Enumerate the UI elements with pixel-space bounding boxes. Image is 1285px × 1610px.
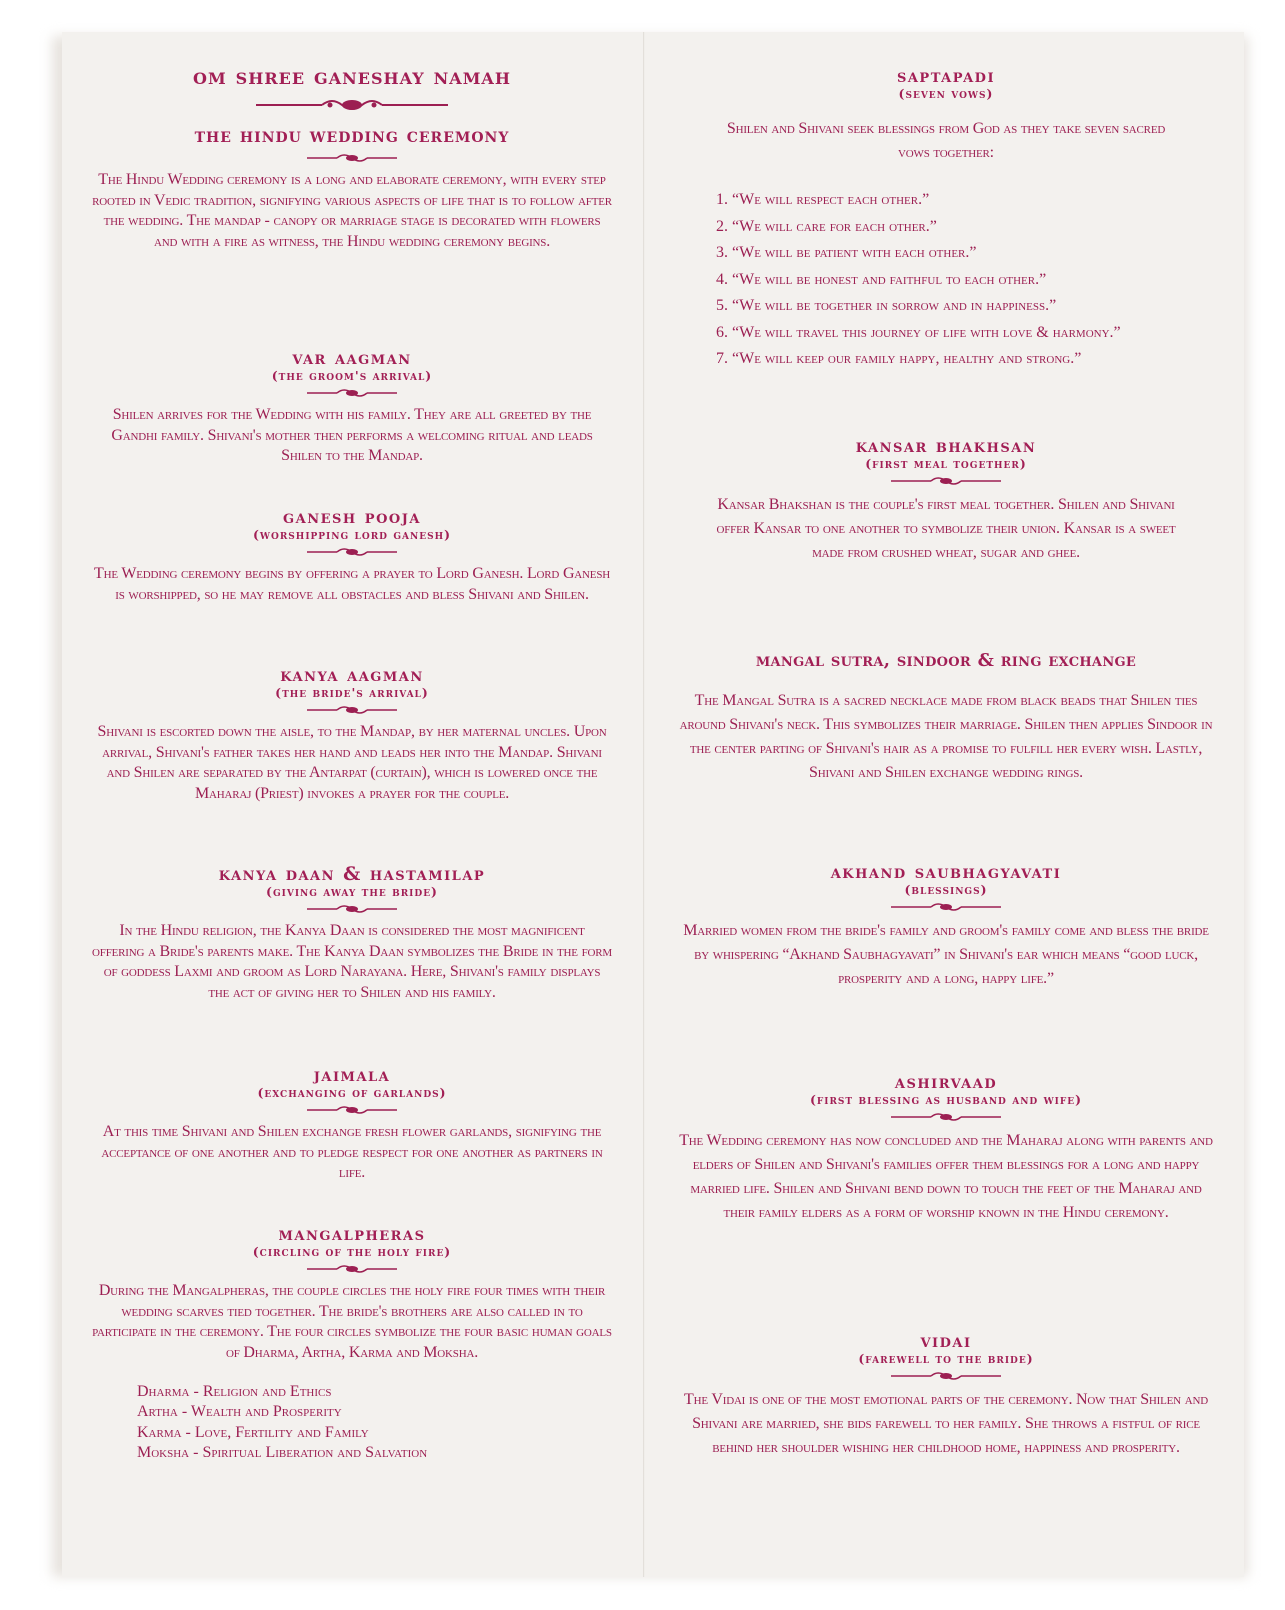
section-text: The Vidai is one of the most emotional parts of the ceremony. Now that Shilen and Shivani are married, she bids farewell to her family. She throws a fistful of rice behind her shoulder wishing her childhood home, happiness and prosperity.	[684, 1391, 1208, 1456]
section-var-aagman	[92, 348, 612, 467]
ceremony-title: the hindu wedding ceremony	[194, 123, 510, 147]
section-title: var aagman	[292, 347, 412, 369]
section-mangal-sutra	[676, 650, 1216, 785]
list-item: 4. “We will be honest and faithful to each other.”	[716, 270, 1047, 288]
section-saptapadi	[676, 66, 1216, 373]
section-title: akhand saubhagyavati	[830, 861, 1062, 883]
section-subtitle: (the groom's arrival)	[271, 368, 433, 383]
section-text: The Wedding ceremony begins by offering a prayer to Lord Ganesh. Lord Ganesh is worshipped, so he may remove all obstacles and bless Shivani and Shilen.	[94, 565, 610, 603]
flourish-icon	[891, 1111, 1001, 1123]
section-text: The Wedding ceremony has now concluded and the Maharaj along with parents and elders of Shilen and Shivani's families offer them blessings for a long and happy married life. Shilen and Shivani bend down to touch the feet of the Maharaj and their family elders as a form of worship known in the Hindu ceremony.	[679, 1132, 1213, 1221]
section-text: Shilen and Shivani seek blessings from God as they take seven sacred vows together:	[726, 120, 1166, 161]
flourish-icon	[307, 1104, 397, 1116]
vows-list	[716, 187, 1216, 373]
section-title: ganesh pooja	[283, 506, 421, 528]
section-title: vidai	[920, 1330, 972, 1352]
section-ashirvaad	[676, 1072, 1216, 1225]
list-item: 7. “We will keep our family happy, healthy and strong.”	[716, 350, 1082, 367]
section-title: kanya aagman	[280, 664, 424, 686]
section-subtitle: (worshipping lord ganesh)	[252, 527, 452, 542]
flourish-icon	[307, 387, 397, 399]
flourish-icon	[891, 475, 1001, 487]
section-text: During the Mangalpheras, the couple circles the holy fire four times with their wedding scarves tied together. The bride's brothers are also called in to participate in the ceremony. The four circles symbolize the four basic human goals of Dharma, Artha, Karma and Moksha.	[92, 1282, 612, 1362]
section-mangalpheras	[92, 1224, 612, 1464]
intro-text: The Hindu Wedding ceremony is a long and elaborate ceremony, with every step rooted in Vedic tradition, signifying various aspects of life that is to follow after the wedding. The mandap - canopy or marriage stage is decorated with flowers and with a fire as witness, the Hindu wedding ceremony begins.	[92, 171, 612, 251]
list-item: Karma - Love, Fertility and Family	[137, 1423, 369, 1441]
header-section	[92, 64, 612, 253]
section-subtitle: (exchanging of garlands)	[257, 1085, 447, 1100]
section-subtitle: (the bride's arrival)	[275, 685, 429, 700]
flourish-icon	[307, 704, 397, 716]
section-subtitle: (giving away the bride)	[266, 884, 438, 899]
list-item: 2. “We will care for each other.”	[716, 217, 937, 235]
section-text: In the Hindu religion, the Kanya Daan is considered the most magnificent offering a Bride's parents make. The Kanya Daan symbolizes the Bride in the form of goddess Laxmi and groom as Lord Narayana. Here, Shivani's family displays the act of giving her to Shilen and his family.	[92, 922, 612, 1002]
fold-line	[643, 32, 645, 1577]
large-flourish-icon	[252, 94, 452, 116]
section-subtitle: (seven vows)	[898, 86, 994, 101]
flourish-icon	[307, 1263, 397, 1275]
section-subtitle: (circling of the holy fire)	[252, 1244, 452, 1259]
section-kanya-daan	[92, 864, 612, 1004]
section-title: kanya daan & hastamilap	[218, 863, 486, 885]
list-item: Moksha - Spiritual Liberation and Salvation	[137, 1444, 428, 1462]
list-item: 1. “We will respect each other.”	[716, 191, 930, 208]
list-item: Dharma - Religion and Ethics	[137, 1382, 332, 1400]
section-subtitle: (first meal together)	[865, 456, 1027, 471]
flourish-icon	[891, 1370, 1001, 1382]
section-title: mangalpheras	[278, 1223, 426, 1245]
section-subtitle: (blessings)	[904, 882, 988, 897]
section-akhand-saubhagyavati	[676, 862, 1216, 991]
section-text: At this time Shivani and Shilen exchange fresh flower garlands, signifying the acceptance of one another and to pledge respect for one another as partners in life.	[101, 1123, 603, 1182]
section-text: Shivani is escorted down the aisle, to the Mandap, by her maternal uncles. Upon arrival, Shivani's father takes her hand and leads her into the Mandap. Shivani and Shilen are separated by the Antarpat (curtain), which is lowered once the Maharaj (Priest) invokes a prayer for the couple.	[97, 723, 607, 803]
list-item: 3. “We will be patient with each other.”	[716, 244, 977, 261]
list-item: 5. “We will be together in sorrow and in happiness.”	[716, 297, 1057, 314]
flourish-icon	[891, 901, 1001, 913]
section-kanya-aagman	[92, 665, 612, 805]
flourish-icon	[307, 152, 397, 164]
section-title: kansar bhakhsan	[855, 435, 1037, 457]
page-title: om shree ganeshay namah	[193, 63, 511, 90]
section-vidai	[676, 1331, 1216, 1460]
list-item: Artha - Wealth and Prosperity	[137, 1403, 342, 1421]
section-title: jaimala	[313, 1064, 391, 1086]
section-subtitle: (first blessing as husband and wife)	[809, 1092, 1083, 1107]
section-text: Kansar Bhakshan is the couple's first meal together. Shilen and Shivani offer Kansar to one another to symbolize their union. Kansar is a sweet made from crushed wheat, sugar and ghee.	[716, 496, 1176, 561]
section-text: Married women from the bride's family and groom's family come and bless the bride by whispering “Akhand Saubhagyavati” in Shivani's ear which means “good luck, prosperity and a long, happy life.”	[683, 922, 1209, 987]
section-title: mangal sutra, sindoor & ring exchange	[755, 650, 1137, 671]
section-jaimala	[92, 1065, 612, 1184]
section-subtitle: (farewell to the bride)	[858, 1351, 1034, 1366]
section-text: The Mangal Sutra is a sacred necklace made from black beads that Shilen ties around Shivani's neck. This symbolizes their marriage. Shilen then applies Sindoor in the center parting of Shivani's hair as a promise to fulfill her every wish. Lastly, Shivani and Shilen exchange wedding rings.	[679, 692, 1213, 781]
section-title: ashirvaad	[894, 1071, 998, 1093]
section-ganesh-pooja	[92, 507, 612, 605]
list-item: 6. “We will travel this journey of life with love & harmony.”	[716, 323, 1121, 341]
flourish-icon	[307, 546, 397, 558]
section-kansar-bhakhsan	[676, 436, 1216, 565]
section-text: Shilen arrives for the Wedding with his family. They are all greeted by the Gandhi family. Shivani's mother then performs a welcoming ritual and leads Shilen to the Mandap.	[111, 406, 593, 465]
section-title: saptapadi	[896, 65, 996, 87]
flourish-icon	[307, 903, 397, 915]
goals-list	[137, 1382, 612, 1464]
